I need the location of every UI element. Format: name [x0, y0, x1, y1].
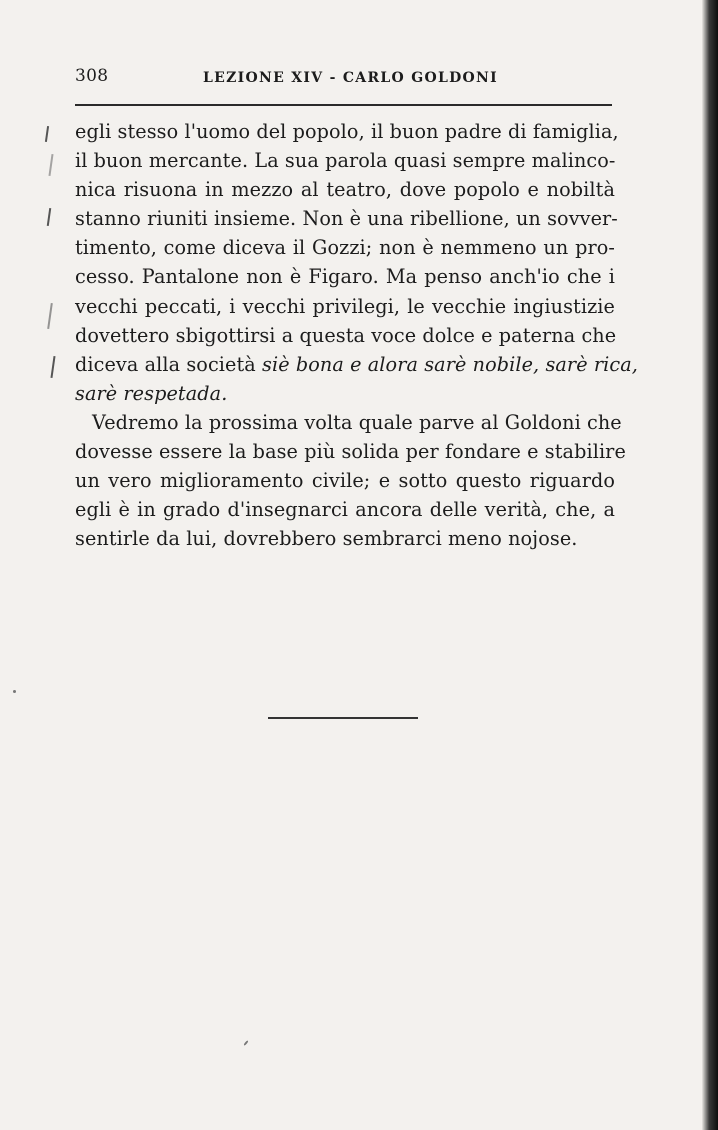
text-line	[75, 408, 622, 437]
text-run: dovesse essere la base più solida per fondare e stabilire	[75, 440, 626, 464]
text-run: egli stesso l'uomo del popolo, il buon padre di famiglia,	[75, 120, 619, 143]
text-run: un vero miglioramento civile; e sotto questo riguardo	[75, 469, 615, 493]
text-run: timento, come diceva il Gozzi; non è nemmeno un pro-	[75, 236, 615, 260]
text-run: egli è in grado d'insegnarci ancora delle verità, che, a	[75, 498, 615, 522]
page-edge-shadow	[702, 0, 718, 1130]
header-rule	[75, 104, 612, 106]
paper-speck	[243, 1040, 248, 1046]
text-line	[75, 437, 626, 466]
end-rule	[268, 717, 418, 719]
text-run: diceva alla società	[75, 352, 263, 376]
text-run: sentirle da lui, dovrebbero sembrarci meno nojose.	[75, 527, 578, 551]
body-text	[75, 117, 638, 553]
margin-pencil-marks	[44, 120, 64, 420]
running-head: LEZIONE XIV - CARLO GOLDONI	[203, 70, 498, 86]
text-run: vecchi peccati, i vecchi privilegi, le vecchie ingiustizie	[75, 294, 615, 318]
paper-speck	[13, 690, 16, 693]
text-line	[75, 204, 618, 233]
text-line	[75, 117, 619, 146]
text-run: nica risuona in mezzo al teatro, dove popolo e nobiltà	[75, 178, 615, 202]
text-line	[75, 146, 615, 175]
page-header	[75, 66, 615, 90]
text-line	[75, 466, 615, 495]
text-line	[75, 175, 615, 204]
text-run: stanno riuniti insieme. Non è una ribellione, un sovver-	[75, 207, 618, 231]
page-number: 308	[75, 66, 109, 86]
text-run: dovettero sbigottirsi a questa voce dolce e paterna che	[75, 323, 617, 347]
text-line	[75, 379, 615, 408]
text-line	[75, 321, 615, 350]
text-run: cesso. Pantalone non è Figaro. Ma penso anch'io che i	[75, 265, 615, 289]
text-run: Vedremo la prossima volta quale parve al Goldoni che	[92, 410, 622, 434]
italic-dialect-quote: sarè respetada.	[75, 381, 228, 405]
text-run: il buon mercante. La sua parola quasi sempre malinco-	[75, 149, 616, 173]
text-line	[75, 524, 615, 553]
text-line	[75, 350, 638, 379]
text-line	[75, 495, 615, 524]
text-line	[75, 262, 615, 291]
text-line	[75, 292, 615, 321]
text-line	[75, 233, 615, 262]
italic-dialect-quote: siè bona e alora sarè nobile, sarè rica,	[262, 352, 638, 376]
